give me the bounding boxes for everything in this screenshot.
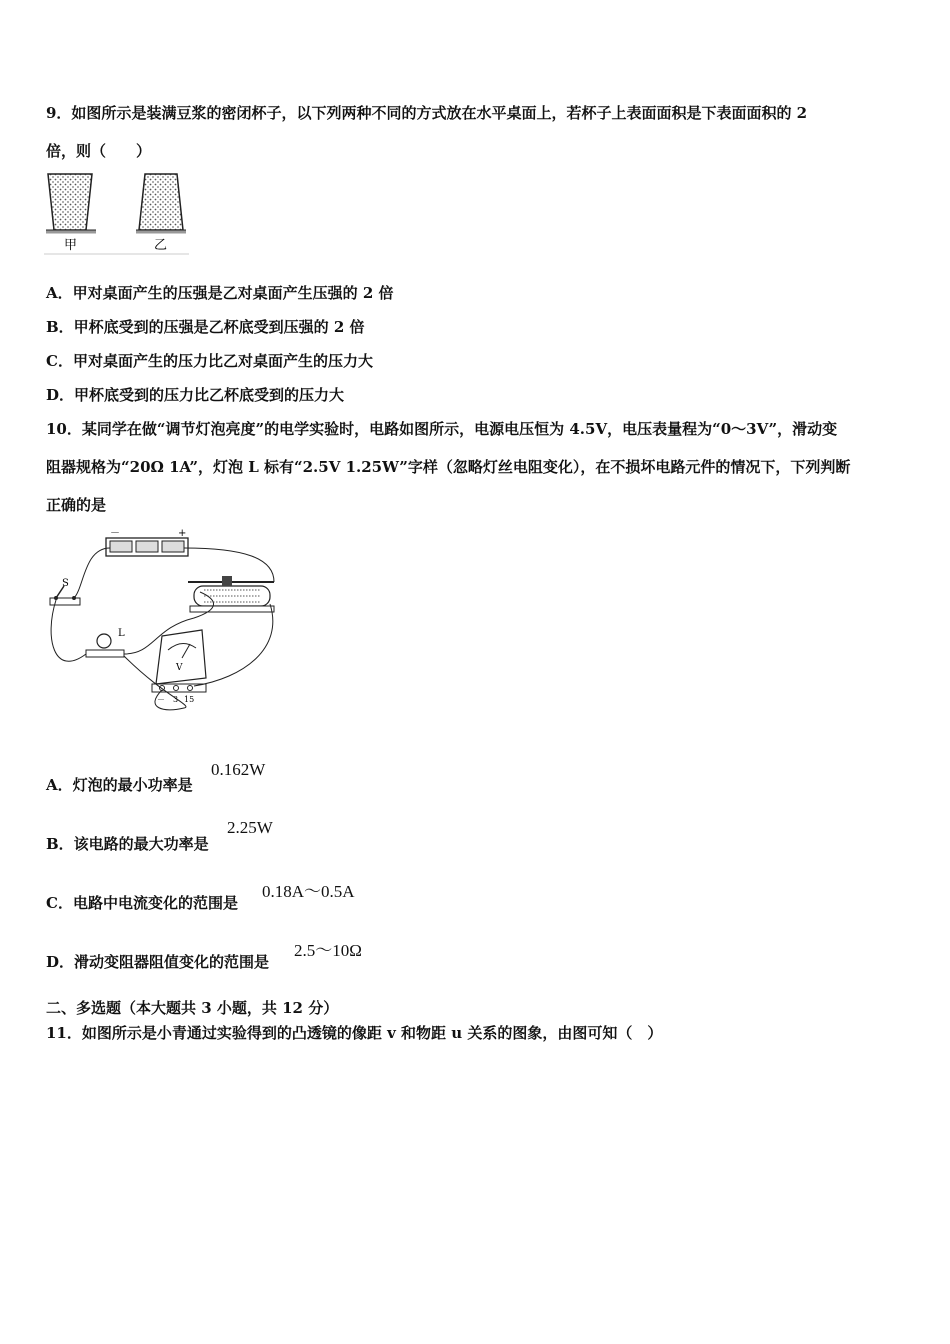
q10-option-d-text: D．滑动变阻器阻值变化的范围是 [46, 953, 270, 971]
rheostat [188, 576, 274, 612]
switch-label: S [62, 578, 69, 589]
q10-option-a-math: 0.162W [211, 760, 266, 779]
cup-yi [136, 174, 186, 232]
label-jia: 甲 [64, 238, 78, 253]
q9-option-d: D．甲杯底受到的压力比乙杯底受到的压力大 [46, 386, 345, 404]
battery [106, 528, 188, 556]
q10-stem-line1: 10．某同学在做“调节灯泡亮度”的电学实验时，电路如图所示，电源电压恒为 4.5V，电压表量程为“0～3V”，滑动变 [46, 420, 838, 438]
cup-jia [46, 174, 96, 232]
q10-option-d [46, 951, 269, 972]
q10-option-d-math: 2.5～10Ω [294, 941, 362, 960]
lamp [86, 628, 125, 657]
q10-stem-line2: 阻器规格为“20Ω 1A”，灯泡 L 标有“2.5V 1.25W”字样（忽略灯丝电阻变化），在不损坏电路元件的情况下，下列判断 [46, 458, 851, 476]
q9-option-a: A．甲对桌面产生的压强是乙对桌面产生压强的 2 倍 [46, 284, 394, 302]
terminal-minus: － [157, 695, 165, 704]
label-yi: 乙 [154, 238, 168, 253]
q10-option-a [46, 774, 193, 795]
q9-stem-line1: 9．如图所示是装满豆浆的密闭杯子，以下列两种不同的方式放在水平桌面上，若杯子上表面面积是下表面面积的 2 [46, 104, 808, 122]
q9-option-b: B．甲杯底受到的压强是乙杯底受到压强的 2 倍 [46, 318, 365, 336]
voltmeter-label: V [176, 663, 183, 673]
q9-cups-figure [44, 168, 189, 256]
battery-plus: + [178, 528, 187, 539]
q10-option-b-math: 2.25W [227, 818, 273, 837]
q10-option-c-text: C．电路中电流变化的范围是 [46, 894, 238, 912]
switch [50, 578, 80, 605]
q9-option-c: C．甲对桌面产生的压力比乙对桌面产生的压力大 [46, 352, 373, 370]
terminal-3: 3 [173, 695, 179, 704]
voltmeter [152, 630, 206, 704]
terminal-15: 15 [184, 695, 195, 704]
section2-title: 二、多选题（本大题共 3 小题，共 12 分） [46, 999, 339, 1017]
q10-option-b [46, 833, 209, 854]
q10-stem-line3: 正确的是 [46, 496, 107, 514]
q11-stem-line1: 11．如图所示是小青通过实验得到的凸透镜的像距 v 和物距 u 关系的图象，由图可知（ ） [46, 1024, 663, 1042]
battery-minus: － [110, 528, 120, 539]
q10-option-c [46, 892, 238, 913]
q10-option-c-math: 0.18A～0.5A [262, 882, 355, 901]
q10-circuit-figure [44, 528, 294, 713]
q10-option-a-text: A．灯泡的最小功率是 [46, 776, 193, 794]
q9-stem-line2: 倍，则（ ） [46, 142, 152, 160]
lamp-label: L [118, 628, 125, 639]
q10-option-b-text: B．该电路的最大功率是 [46, 835, 209, 853]
